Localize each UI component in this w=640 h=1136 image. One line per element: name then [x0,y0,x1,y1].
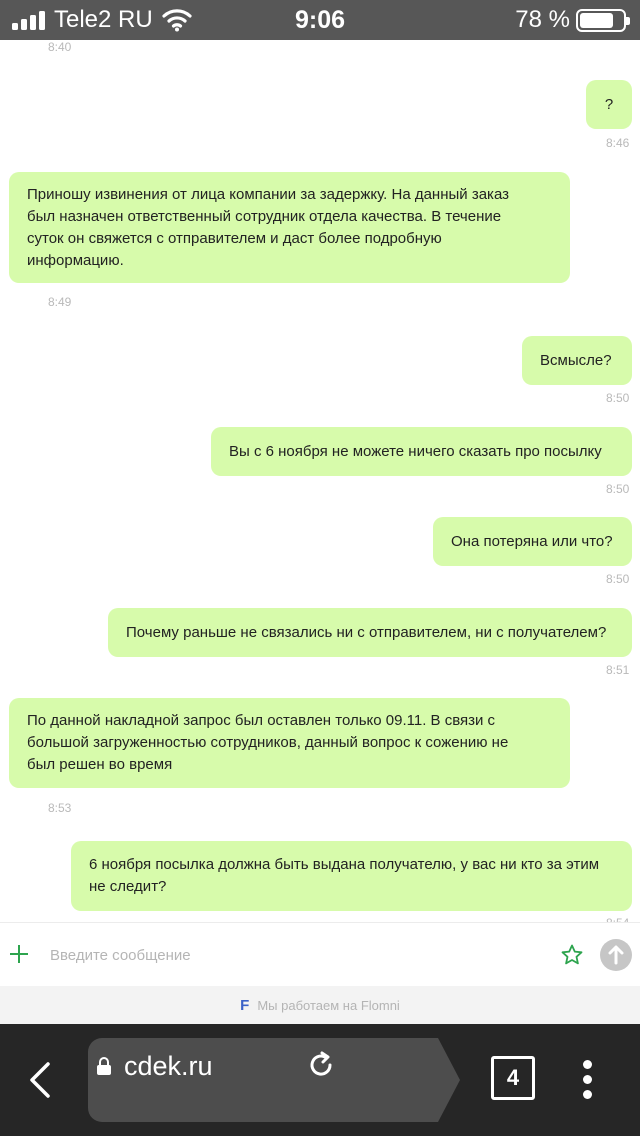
message-bubble-user [522,336,632,385]
message-text: По данной накладной запрос был оставлен только 09.11. В связи с большой загруженностью сотрудников, данный вопрос к сожению не был решен во время [27,712,509,773]
reload-icon[interactable] [306,1050,336,1080]
back-icon[interactable] [24,1060,58,1100]
powered-by-footer [0,986,640,1024]
message-bubble-operator [9,172,570,283]
battery-icon [576,9,626,32]
clock: 9:06 [294,6,346,34]
message-time: 8:53 [48,801,72,815]
message-input[interactable] [50,941,530,969]
message-time: 8:46 [606,136,630,150]
message-text: Она потеряна или что? [451,532,613,550]
browser-toolbar [0,1024,640,1136]
arrow-up-icon [600,939,632,971]
powered-by-text: Мы работаем на Flomni [257,997,400,1013]
message-text: ? [604,95,614,113]
message-composer [0,922,640,986]
message-bubble-user [71,841,632,911]
message-bubble-user [211,427,632,476]
message-time: 8:40 [48,40,72,54]
message-text: Приношу извинения от лица компании за задержку. На данный заказ был назначен ответственный сотрудник отдела качества. В течение суток он свяжется с отправителем и даст более подробную информацию. [27,185,509,269]
lock-icon [96,1056,112,1076]
message-time: 8:50 [606,391,630,405]
battery-percentage: 78 % [515,6,570,33]
star-icon[interactable] [560,943,584,967]
chat-messages[interactable] [0,40,640,920]
message-text: Всмысле? [540,351,612,369]
message-time: 8:51 [606,663,630,677]
message-bubble-user [433,517,632,566]
message-bubble-operator [9,698,570,788]
carrier-name: Tele2 RU [54,6,153,33]
message-text: Почему раньше не связались ни с отправителем, ни с получателем? [126,623,607,641]
message-text: Вы с 6 ноября не можете ничего сказать про посылку [229,442,602,460]
attach-plus-icon[interactable] [8,943,30,965]
message-time: 8:50 [606,482,630,496]
message-time: 8:50 [606,572,630,586]
address-url[interactable]: cdek.ru [124,1051,213,1081]
message-text: 6 ноября посылка должна быть выдана получателю, у вас ни кто за этим не следит? [89,856,600,895]
send-button[interactable] [600,939,632,971]
message-bubble-user [108,608,632,657]
status-bar [0,0,640,40]
message-bubble-user [586,80,632,129]
more-options-icon[interactable] [580,1060,596,1100]
tabs-button[interactable]: 4 [491,1056,535,1100]
message-time: 8:49 [48,295,72,309]
flomni-logo: F [240,996,250,1014]
